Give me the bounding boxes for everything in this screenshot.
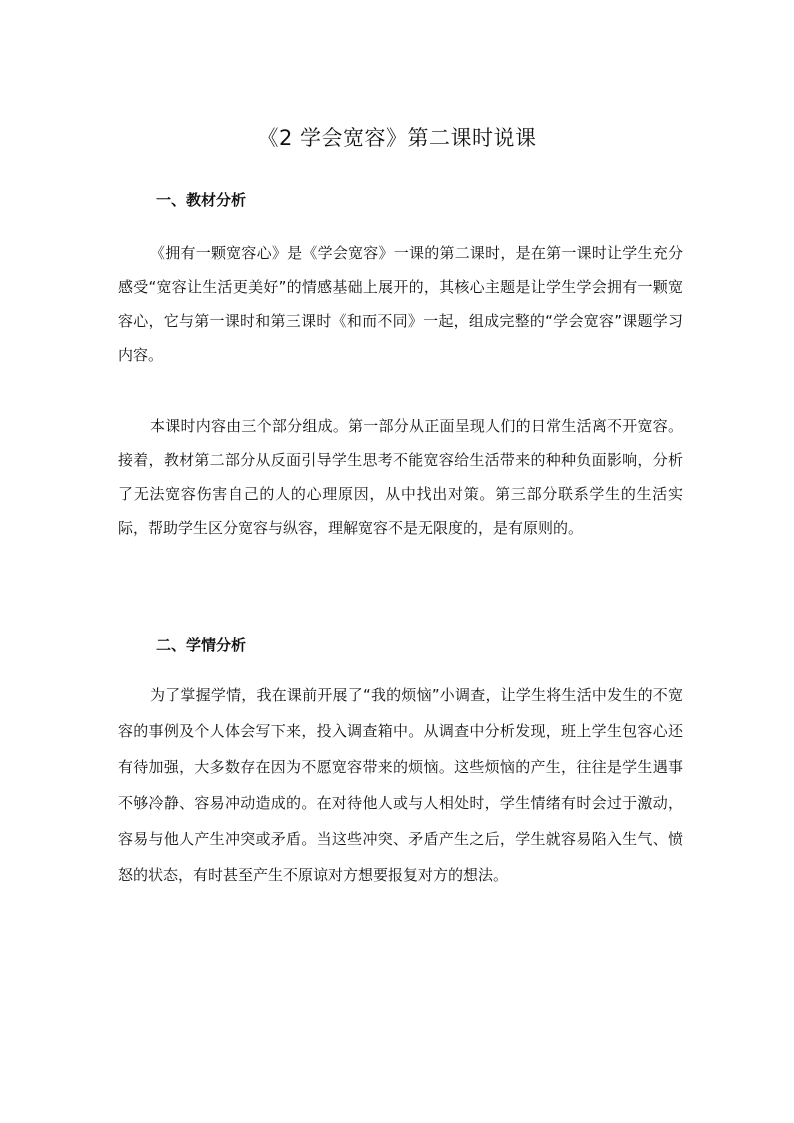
paragraph-textbook-analysis-1: 《拥有一颗宽容心》是《学会宽容》一课的第二课时，是在第一课时让学生充分感受“宽容让生活更美好”的情感基础上展开的，其核心主题是让学生学会拥有一颗宽容心，它与第一课时和第三课时《和而不同》一起，组成完整的“学会宽容”课题学习内容。 <box>118 244 683 364</box>
paragraph-student-analysis-1: 为了掌握学情，我在课前开展了“我的烦恼”小调查，让学生将生活中发生的不宽容的事例及个人体会写下来，投入调查箱中。从调查中分析发现，班上学生包容心还有待加强，大多数存在因为不愿宽容带来的烦恼。这些烦恼的产生，往往是学生遇事不够冷静、容易冲动造成的。在对待他人或与人相处时，学生情绪有时会过于激动，容易与他人产生冲突或矛盾。当这些冲突、矛盾产生之后，学生就容易陷入生气、愤怒的状态，有时甚至产生不原谅对方想要报复对方的想法。 <box>118 686 683 884</box>
section-heading-student-analysis: 二、学情分析 <box>156 636 247 654</box>
paragraph-textbook-analysis-2: 本课时内容由三个部分组成。第一部分从正面呈现人们的日常生活离不开宽容。接着，教材第二部分从反面引导学生思考不能宽容给生活带来的种种负面影响，分析了无法宽容伤害自己的人的心理原因，从中找出对策。第三部分联系学生的生活实际，帮助学生区分宽容与纵容，理解宽容不是无限度的，是有原则的。 <box>118 417 683 537</box>
section-heading-textbook-analysis: 一、教材分析 <box>156 191 247 209</box>
document-title: 《2 学会宽容》第二课时说课 <box>257 126 537 150</box>
